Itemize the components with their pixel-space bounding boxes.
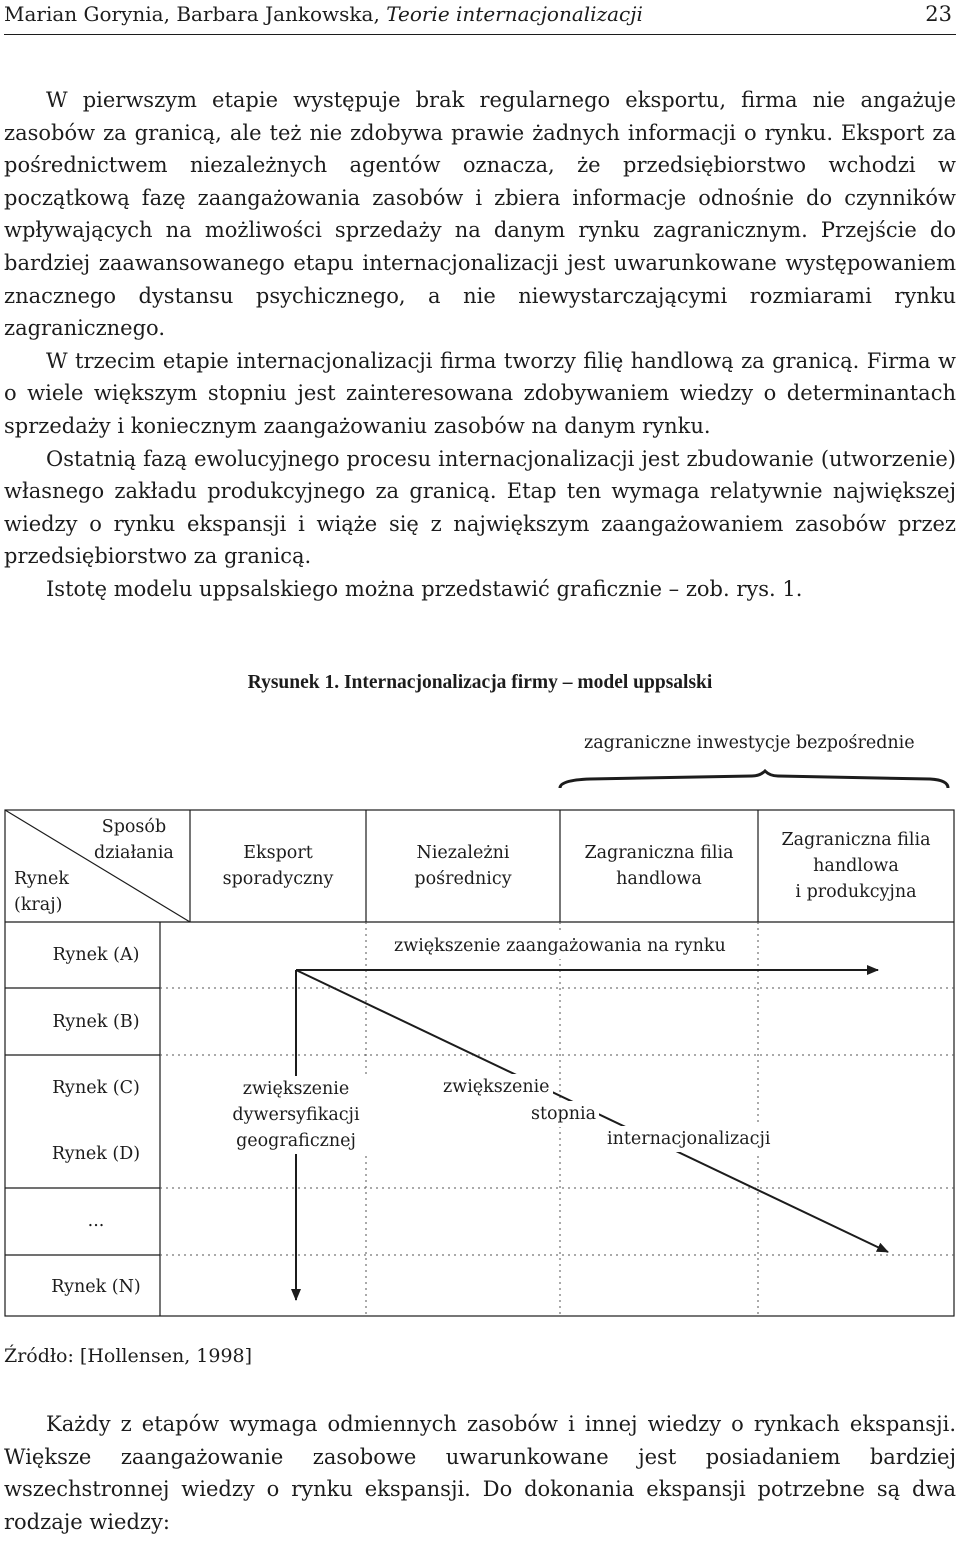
page-number: 23 xyxy=(925,2,952,26)
corner-label-line: Rynek xyxy=(14,869,69,889)
figure-caption: Rysunek 1. Internacjonalizacja firmy – model uppsalski xyxy=(247,672,713,693)
column-header-line: Niezależni xyxy=(416,843,510,863)
row-label-market-d: Rynek (D) xyxy=(51,1144,141,1164)
body-text-top xyxy=(4,84,956,606)
arrow-diagonal-label-line3: internacjonalizacji xyxy=(604,1126,773,1152)
column-header-line: Zagraniczna filia xyxy=(584,843,734,863)
body-text-bottom xyxy=(4,1408,956,1538)
paragraph-2: W trzecim etapie internacjonalizacji firma tworzy filię handlową za granicą. Firma w o wiele większym stopniu jest zainteresowana zdobywaniem wiedzy o determinantach sprzedaży i koniecznym zaangażowaniu zasobów na danym rynku. xyxy=(4,348,956,438)
corner-label-market xyxy=(14,866,69,918)
row-label-market-b: Rynek (B) xyxy=(52,1012,140,1032)
header-rule xyxy=(4,34,956,35)
paragraph-4: Istotę modelu uppsalskiego można przedstawić graficznie – zob. rys. 1. xyxy=(46,576,803,601)
paragraph-3: Ostatnią fazą ewolucyjnego procesu internacjonalizacji jest zbudowanie (utworzenie) własnego zakładu produkcyjnego za granicą. Etap ten wymaga relatywnie największej wiedzy o rynku ekspansji i wiąże się z największym zaangażowaniem zasobów przez przedsiębiorstwo za granicą. xyxy=(4,446,956,569)
column-header-line: Eksport xyxy=(243,843,313,863)
row-label-ellipsis: ... xyxy=(87,1211,105,1231)
row-label-market-c: Rynek (C) xyxy=(52,1078,140,1098)
column-header-line: i produkcyjna xyxy=(795,882,917,902)
paragraph-1: W pierwszym etapie występuje brak regularnego eksportu, firma nie angażuje zasobów za granicą, ale też nie zdobywa prawie żadnych informacji o rynku. Eksport za pośrednictwem niezależnych agentów oznacza, że przedsiębiorstwo wchodzi w początkową fazę zaangażowania zasobów i zbiera informacje odnośnie do czynników wpływających na możliwości sprzedaży na danym rynku zagranicznym. Przejście do bardziej zaawansowanego etapu internacjonalizacji jest uwarunkowane występowaniem znacznego dystansu psychicznego, a nie niewystarczającymi rozmiarami rynku zagranicznego. xyxy=(4,88,956,341)
column-header-production-subsidiary xyxy=(758,827,954,905)
arrow-vertical-label-line: zwiększenie xyxy=(242,1079,350,1099)
running-header xyxy=(0,0,958,30)
paragraph-5: Każdy z etapów wymaga odmiennych zasobów i innej wiedzy o rynkach ekspansji. Większe zaangażowanie zasobowe uwarunkowane jest posiadaniem bardziej wszechstronnej wiedzy o rynku ekspansji. Do dokonania ekspansji potrzebne są dwa rodzaje wiedzy: xyxy=(4,1412,956,1534)
column-header-line: sporadyczny xyxy=(222,869,334,889)
corner-label-method xyxy=(94,814,174,866)
column-header-line: Zagraniczna filia xyxy=(781,830,931,850)
arrow-vertical-label-line: geograficznej xyxy=(236,1131,356,1151)
arrow-diagonal-label-line2: stopnia xyxy=(528,1101,599,1127)
column-header-sporadic-export xyxy=(190,840,366,892)
header-title: Teorie internacjonalizacji xyxy=(386,2,643,26)
arrow-diagonal-label-line1: zwiększenie xyxy=(440,1074,553,1100)
row-label-market-a: Rynek (A) xyxy=(52,945,140,965)
column-header-line: pośrednicy xyxy=(414,869,512,889)
corner-label-line: działania xyxy=(94,843,174,863)
brace-label: zagraniczne inwestycje bezpośrednie xyxy=(584,733,915,753)
figure-uppsala-model xyxy=(0,700,960,1340)
row-label-market-n: Rynek (N) xyxy=(51,1277,141,1297)
arrow-vertical-label xyxy=(214,1076,378,1154)
arrow-horizontal-label: zwiększenie zaangażowania na rynku xyxy=(390,933,730,959)
column-header-independent-agents xyxy=(366,840,560,892)
column-header-sales-subsidiary xyxy=(560,840,758,892)
column-header-line: handlowa xyxy=(813,856,899,876)
corner-label-line: (kraj) xyxy=(14,895,63,915)
column-header-line: handlowa xyxy=(616,869,702,889)
header-citation xyxy=(4,0,643,28)
arrow-vertical-label-line: dywersyfikacji xyxy=(232,1105,360,1125)
figure-source: Źródło: [Hollensen, 1998] xyxy=(4,1345,253,1367)
brace xyxy=(560,771,948,788)
corner-label-line: Sposób xyxy=(101,817,167,837)
header-authors: Marian Gorynia, Barbara Jankowska, xyxy=(4,2,380,26)
